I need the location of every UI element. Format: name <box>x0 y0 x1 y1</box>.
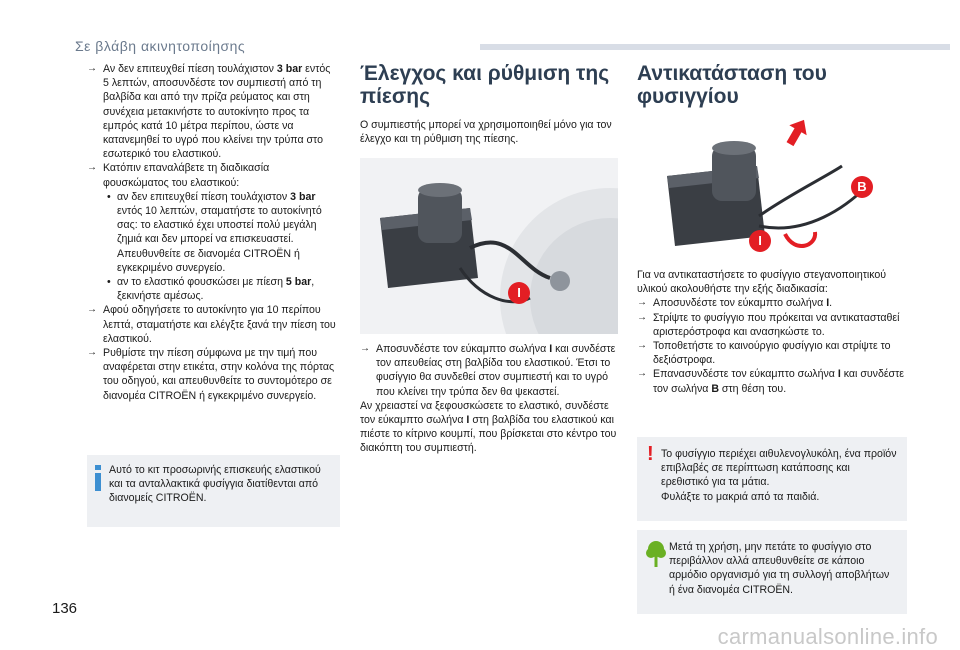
hose-marker-b: B <box>851 176 873 198</box>
compressor-drawing <box>360 158 618 334</box>
info-note <box>87 455 340 527</box>
watermark: carmanualsonline.info <box>717 624 938 649</box>
instruction-step: → Επανασυνδέστε τον εύκαμπτο σωλήνα I και συνδέστε τον σωλήνα B στη θέση του. <box>637 367 907 395</box>
instruction-step: → Τοποθετήστε το καινούργιο φυσίγγιο και στρίψτε το δεξιόστροφα. <box>637 339 907 367</box>
instruction-step: → Κατόπιν επαναλάβετε τη διαδικασία φουσκώματος του ελαστικού: <box>87 161 337 189</box>
deflate-paragraph: Αν χρειαστεί να ξεφουσκώσετε το ελαστικό, συνδέστε τον εύκαμπτο σωλήνα I στη βαλβίδα του ελαστικού και πιέστε το κίτρινο κουμπί, που βρίσκεται στο κέντρο του διακόπτη του συμπιεστή. <box>360 399 617 455</box>
tree-icon <box>645 540 667 568</box>
page-number: 136 <box>52 600 78 617</box>
sub-step: • αν δεν επιτευχθεί πίεση τουλάχιστον 3 bar εντός 10 λεπτών, σταματήστε το αυτοκίνητό σας: το ελαστικό έχει υποστεί πολύ μεγάλη ζημιά και δεν μπορεί να επισκευαστεί. Απευθυνθείτε σε διανομέα CITROËN ή εγκεκριμένο συνεργείο. <box>87 190 337 275</box>
info-icon <box>95 465 101 491</box>
column-middle-lower <box>360 342 618 456</box>
instruction-step: → Ρυθμίστε την πίεση σύμφωνα με την τιμή που αναφέρεται στην ετικέτα, στην κολόνα της πόρτας του οδηγού, και απευθυνθείτε το συντομότερο σε διανομέα CITROËN ή εγκεκριμένο συνεργείο. <box>87 346 337 403</box>
hose-marker-i: I <box>508 282 530 304</box>
column-right-lower <box>637 268 907 396</box>
warning-icon: ! <box>647 443 654 465</box>
intro-text: Για να αντικαταστήσετε το φυσίγγιο στεγανοποιητικού υλικού ακολουθήστε την εξής διαδικασία: <box>637 269 887 296</box>
instruction-step: → Στρίψτε το φυσίγγιο που πρόκειται να αντικατασταθεί αριστερόστροφα και ανασηκώστε το. <box>637 311 907 339</box>
instruction-step: → Αν δεν επιτευχθεί πίεση τουλάχιστον 3 bar εντός 5 λεπτών, αποσυνδέστε τον συμπιεστή από τη βαλβίδα και από την πρίζα ρεύματος και στη συνέχεια μετακινήστε το αυτοκίνητο προς τα εμπρός κατά 10 μέτρα περίπου, ώστε να κατανεμηθεί το υγρό που κλείνει την τρύπα στο εσωτερικό του ελαστικού. <box>87 62 337 161</box>
section-heading: Αντικατάσταση του φυσιγγίου <box>637 62 827 108</box>
column-left <box>87 62 337 403</box>
column-middle <box>360 62 618 160</box>
hose-marker-i: I <box>749 230 771 252</box>
page-header <box>0 0 960 58</box>
intro-text: Ο συμπιεστής μπορεί να χρησιμοποιηθεί μόνο για τον έλεγχο και τη ρύθμιση της πίεσης. <box>360 119 612 146</box>
section-heading: Έλεγχος και ρύθμιση της πίεσης <box>360 62 610 108</box>
column-right <box>637 62 907 118</box>
sub-step: • αν το ελαστικό φουσκώσει με πίεση 5 bar, ξεκινήστε αμέσως. <box>87 275 337 303</box>
section-title: Σε βλάβη ακινητοποίησης <box>75 38 246 54</box>
instruction-step: → Αποσυνδέστε τον εύκαμπτο σωλήνα I και συνδέστε τον απευθείας στη βαλβίδα του ελαστικού. Έτσι το φυσίγγιο θα συνδεθεί στον συμπιεστή και το υγρό που κλείνει την τρύπα δεν θα ψεκαστεί. <box>360 342 618 399</box>
warning-note <box>637 437 907 521</box>
compressor-illustration <box>360 158 618 334</box>
environment-text: Μετά τη χρήση, μην πετάτε το φυσίγγιο στο περιβάλλον αλλά απευθυνθείτε σε κάποιο αρμόδιο οργανισμό για τη συλλογή αποβλήτων ή ένα διανομέα CITROËN. <box>669 541 890 596</box>
warning-text: Το φυσίγγιο περιέχει αιθυλενογλυκόλη, ένα προϊόν επιβλαβές σε περίπτωση κατάποσης και ερεθιστικό για τα μάτια. Φυλάξτε το μακριά από τα παιδιά. <box>661 448 897 503</box>
header-rule <box>480 44 950 50</box>
instruction-step: → Αποσυνδέστε τον εύκαμπτο σωλήνα I. <box>637 296 907 310</box>
cartridge-illustration <box>637 116 907 262</box>
environment-note <box>637 530 907 614</box>
instruction-step: → Αφού οδηγήσετε το αυτοκίνητο για 10 περίπου λεπτά, σταματήστε και ελέγξτε ξανά την πίεση του ελαστικού. <box>87 303 337 346</box>
info-text: Αυτό το κιτ προσωρινής επισκευής ελαστικού και τα ανταλλακτικά φυσίγγια διατίθενται από διανομείς CITROËN. <box>109 464 321 505</box>
